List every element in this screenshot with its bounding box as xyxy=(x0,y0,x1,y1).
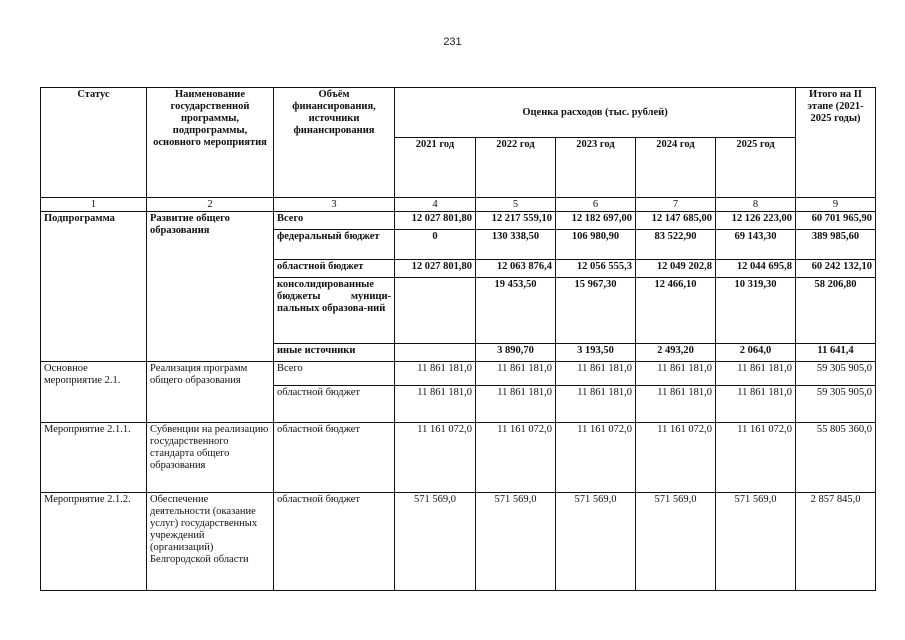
row-value: 60 242 132,10 xyxy=(796,260,876,278)
header-year: 2021 год xyxy=(395,138,476,198)
row-value: 59 305 905,0 xyxy=(796,362,876,386)
row-value: 11 161 072,0 xyxy=(636,423,716,493)
row-source: консолидированные бюджеты муници-пальных образова-ний xyxy=(274,278,395,344)
row-value: 12 049 202,8 xyxy=(636,260,716,278)
header-status: Статус xyxy=(41,88,147,198)
row-source: Всего xyxy=(274,212,395,230)
row-value: 11 861 181,0 xyxy=(476,362,556,386)
table-row xyxy=(41,362,876,386)
row-source: федеральный бюджет xyxy=(274,230,395,260)
row-value: 60 701 965,90 xyxy=(796,212,876,230)
row-value: 11 861 181,0 xyxy=(716,386,796,423)
row-status: Мероприятие 2.1.1. xyxy=(41,423,147,493)
column-number: 5 xyxy=(476,198,556,212)
row-value: 12 217 559,10 xyxy=(476,212,556,230)
row-value: 3 193,50 xyxy=(556,344,636,362)
row-value: 106 980,90 xyxy=(556,230,636,260)
row-value xyxy=(395,344,476,362)
header-year: 2022 год xyxy=(476,138,556,198)
table-row xyxy=(41,212,876,230)
row-status: Основное мероприятие 2.1. xyxy=(41,362,147,423)
row-value: 19 453,50 xyxy=(476,278,556,344)
row-value: 15 967,30 xyxy=(556,278,636,344)
column-number: 7 xyxy=(636,198,716,212)
column-number: 1 xyxy=(41,198,147,212)
row-status: Мероприятие 2.1.2. xyxy=(41,493,147,591)
row-value: 11 861 181,0 xyxy=(556,362,636,386)
header-funding: Объём финансирования, источники финансирования xyxy=(274,88,395,198)
column-number: 9 xyxy=(796,198,876,212)
row-value: 11 861 181,0 xyxy=(636,362,716,386)
row-value: 11 861 181,0 xyxy=(556,386,636,423)
column-number: 4 xyxy=(395,198,476,212)
row-value: 12 056 555,3 xyxy=(556,260,636,278)
row-value: 12 063 876,4 xyxy=(476,260,556,278)
row-value: 0 xyxy=(395,230,476,260)
column-number: 2 xyxy=(147,198,274,212)
row-value: 11 861 181,0 xyxy=(395,386,476,423)
row-source: областной бюджет xyxy=(274,386,395,423)
row-source: иные источники xyxy=(274,344,395,362)
row-value: 571 569,0 xyxy=(636,493,716,591)
row-value: 571 569,0 xyxy=(476,493,556,591)
column-number: 3 xyxy=(274,198,395,212)
row-value: 130 338,50 xyxy=(476,230,556,260)
page-number: 231 xyxy=(443,36,462,48)
row-value: 69 143,30 xyxy=(716,230,796,260)
row-value: 12 027 801,80 xyxy=(395,260,476,278)
header-name: Наименование государственной программы, подпрограммы, основного мероприятия xyxy=(147,88,274,198)
header-year: 2024 год xyxy=(636,138,716,198)
row-value: 571 569,0 xyxy=(395,493,476,591)
column-number: 8 xyxy=(716,198,796,212)
row-value: 11 161 072,0 xyxy=(476,423,556,493)
row-value: 11 861 181,0 xyxy=(476,386,556,423)
row-value: 11 161 072,0 xyxy=(556,423,636,493)
row-source: Всего xyxy=(274,362,395,386)
row-value: 389 985,60 xyxy=(796,230,876,260)
row-value: 59 305 905,0 xyxy=(796,386,876,423)
row-value: 55 805 360,0 xyxy=(796,423,876,493)
row-value: 58 206,80 xyxy=(796,278,876,344)
header-year: 2025 год xyxy=(716,138,796,198)
row-name: Развитие общего образования xyxy=(147,212,274,362)
row-status: Подпрограмма xyxy=(41,212,147,362)
row-value: 10 319,30 xyxy=(716,278,796,344)
table-row xyxy=(41,493,876,591)
header-total: Итого на II этапе (2021-2025 годы) xyxy=(796,88,876,198)
table-row xyxy=(41,423,876,493)
row-value: 571 569,0 xyxy=(716,493,796,591)
row-source: областной бюджет xyxy=(274,260,395,278)
row-value: 12 147 685,00 xyxy=(636,212,716,230)
row-value: 11 641,4 xyxy=(796,344,876,362)
row-value: 2 493,20 xyxy=(636,344,716,362)
row-value: 3 890,70 xyxy=(476,344,556,362)
header-row xyxy=(41,88,876,138)
budget-table xyxy=(40,87,876,591)
column-number: 6 xyxy=(556,198,636,212)
header-estimate: Оценка расходов (тыс. рублей) xyxy=(395,88,796,138)
row-source: областной бюджет xyxy=(274,423,395,493)
row-value: 12 182 697,00 xyxy=(556,212,636,230)
header-year: 2023 год xyxy=(556,138,636,198)
row-value: 83 522,90 xyxy=(636,230,716,260)
row-value: 11 861 181,0 xyxy=(716,362,796,386)
row-name: Реализация программ общего образования xyxy=(147,362,274,423)
row-value: 12 044 695,8 xyxy=(716,260,796,278)
row-value: 12 126 223,00 xyxy=(716,212,796,230)
row-value: 11 861 181,0 xyxy=(395,362,476,386)
row-value: 12 027 801,80 xyxy=(395,212,476,230)
row-value: 12 466,10 xyxy=(636,278,716,344)
row-name: Субвенции на реализацию государственного стандарта общего образования xyxy=(147,423,274,493)
row-name: Обеспечение деятельности (оказание услуг) государственных учреждений (организаций) Белгородской области xyxy=(147,493,274,591)
row-value: 11 161 072,0 xyxy=(716,423,796,493)
row-value: 2 064,0 xyxy=(716,344,796,362)
row-value: 11 861 181,0 xyxy=(636,386,716,423)
row-source: областной бюджет xyxy=(274,493,395,591)
row-value: 11 161 072,0 xyxy=(395,423,476,493)
row-value: 2 857 845,0 xyxy=(796,493,876,591)
column-number-row xyxy=(41,198,876,212)
row-value: 571 569,0 xyxy=(556,493,636,591)
row-value xyxy=(395,278,476,344)
